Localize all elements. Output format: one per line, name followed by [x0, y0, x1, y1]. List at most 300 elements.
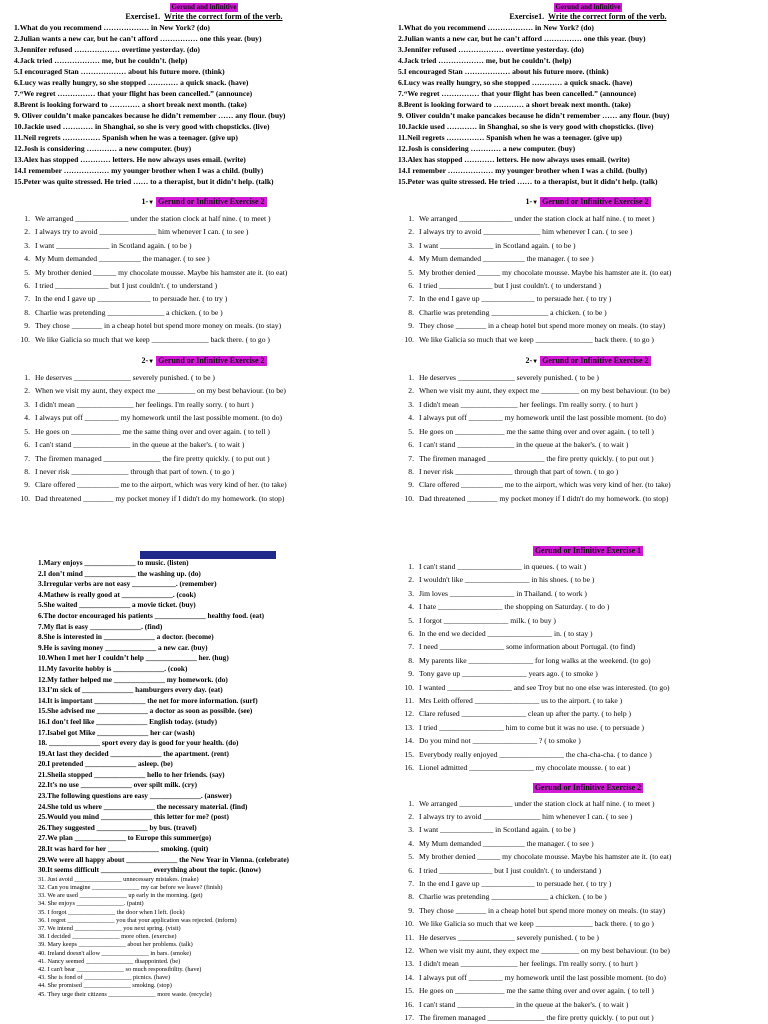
exercise-item — [398, 797, 768, 810]
item-number: 7. — [408, 294, 414, 304]
exercise-item — [398, 438, 768, 451]
item-text: I tried _________________ him to come but it was no use. ( to persuade ) — [419, 722, 645, 732]
exercise-item — [398, 823, 768, 836]
item-text: My brother denied ______ my chocolate mousse. Maybe his hamster ate it. (to eat) — [35, 267, 288, 277]
exercise-item — [398, 384, 768, 397]
exercise-item: 34. She enjoys _______________. (paint) — [38, 900, 144, 908]
exercise-item — [14, 225, 394, 238]
exercise-item — [398, 478, 768, 491]
exercise-item: 26.They suggested ______________ by bus. (travel) — [38, 822, 197, 832]
item-text: I never risk _______________ through that part of town. ( to go ) — [419, 466, 619, 476]
item-text: He deserves _______________ severely punished. ( to be ) — [419, 373, 599, 383]
exercise-3-list — [38, 558, 378, 999]
item-text: I always try to avoid _______________ him whenever I can. ( to see ) — [419, 227, 633, 237]
right-top-column — [398, 3, 768, 505]
item-text: I want ______________ in Scotland again. ( to be ) — [419, 825, 576, 835]
exercise-item: 15.She advised me ______________ a doctor as soon as possible. (see) — [38, 706, 253, 716]
item-number: 10. — [404, 682, 414, 692]
item-text: I didn't mean _______________ her feelings. I'm really sorry. ( to hurt ) — [35, 399, 254, 409]
item-text: I want ______________ in Scotland again. ( to be ) — [35, 240, 192, 250]
item-text: Charlie was pretending _______________ a chicken. ( to be ) — [419, 892, 607, 902]
item-number: 11. — [404, 696, 414, 706]
item-number: 3. — [24, 240, 30, 250]
item-number: 2. — [24, 227, 30, 237]
exercise-2-part-1-list-copy — [398, 212, 768, 346]
left-bottom-column — [38, 546, 378, 999]
item-text: When we visit my aunt, they expect me __________ on my best behaviour. (to be) — [419, 945, 670, 955]
exercise-item: 32. Can you imagine _______________ my car before we leave? (finish) — [38, 884, 223, 892]
exercise-item: 7.My flat is easy ______________. (find) — [38, 621, 163, 631]
item-text: Mrs Leith offered _________________ us to the airport. ( to take ) — [419, 696, 623, 706]
exercise-item — [14, 292, 394, 305]
item-number: 2. — [24, 386, 30, 396]
item-number: 4. — [408, 413, 414, 423]
exercise-item — [398, 398, 768, 411]
exercise-item: 33. We are used _______________ up early in the morning. (get) — [38, 892, 203, 900]
item-number: 10. — [20, 493, 30, 503]
item-text: My Mum demanded ___________ the manager. ( to see ) — [419, 838, 594, 848]
item-text: I didn't mean _______________ her feelings. I'm really sorry. ( to hurt ) — [419, 399, 638, 409]
exercise-item: 27.We plan ______________ to Europe this summer(go) — [38, 833, 212, 843]
exercise-item: 5.I encouraged Stan ……………… about his future more. (think) — [14, 67, 225, 76]
item-text: Charlie was pretending _______________ a chicken. ( to be ) — [419, 307, 607, 317]
item-text: I can't stand _______________ in the queue at the baker's. ( to wait ) — [419, 440, 629, 450]
item-number: 8. — [24, 307, 30, 317]
exercise-item: 37. We intend _______________ you next spring. (visit) — [38, 925, 181, 933]
top-label: Gerund and infinitive — [171, 3, 237, 11]
exercise-item: 13.Alex has stopped ………… letters. He now always uses email. (write) — [14, 155, 246, 164]
item-text: I always try to avoid _______________ him whenever I can. ( to see ) — [419, 811, 633, 821]
item-number: 7. — [408, 642, 414, 652]
item-text: My Mum demanded ___________ the manager. ( to see ) — [419, 254, 594, 264]
item-number: 7. — [24, 294, 30, 304]
exercise-2-heading: 1-▼ Gerund or Infinitive Exercise 2 — [141, 197, 265, 206]
exercise-item: 10.Jackie used ………… in Shanghai, so she is very good with chopsticks. (live) — [14, 122, 270, 131]
exercise-item: 18. ______________ sport every day is good for your health. (do) — [38, 738, 239, 748]
item-number: 13. — [404, 722, 414, 732]
item-number: 2. — [408, 811, 414, 821]
exercise-item: 29.We were all happy about ______________ the New Year in Vienna. (celebrate) — [38, 854, 289, 864]
exercise-item — [14, 398, 394, 411]
item-number: 9. — [408, 480, 414, 490]
exercise-item — [398, 761, 768, 774]
item-number: 5. — [408, 852, 414, 862]
item-text: He goes on _____________ me the same thing over and over again. ( to tell ) — [35, 426, 270, 436]
exercise-item: 13.I’m sick of ______________ hamburgers every day. (eat) — [38, 685, 223, 695]
exercise-1-heading-copy: Exercise1. Write the correct form of the verb. — [509, 12, 667, 21]
exercise-item: 8.Brent is looking forward to ………… a short break next month. (take) — [14, 100, 247, 109]
exercise-item — [14, 478, 394, 491]
exercise-item — [398, 890, 768, 903]
item-number: 9. — [24, 480, 30, 490]
exercise-item — [14, 465, 394, 478]
exercise-item: 36. I regret _______________ you that your application was rejected. (inform) — [38, 916, 237, 924]
item-number: 6. — [24, 440, 30, 450]
item-number: 17. — [404, 1013, 414, 1022]
exercise-item: 12.My father helped me ______________ my homework. (do) — [38, 674, 228, 684]
exercise-item — [398, 877, 768, 890]
exercise-item: 13.Alex has stopped ………… letters. He now always uses email. (write) — [398, 155, 630, 164]
exercise-item — [398, 984, 768, 997]
exercise-item — [14, 384, 394, 397]
item-text: I can't stand _________________ in queues. ( to wait ) — [419, 562, 587, 571]
exercise-item: 12.Josh is considering ………… a new computer. (buy) — [398, 144, 576, 153]
exercise-item — [14, 438, 394, 451]
exercise-item — [398, 266, 768, 279]
exercise-item — [398, 694, 768, 707]
exercise-item — [398, 748, 768, 761]
item-number: 1. — [24, 214, 30, 223]
exercise-item: 1.Mary enjoys ______________ to music. (listen) — [38, 558, 189, 567]
exercise-item — [14, 319, 394, 332]
item-number: 2. — [408, 386, 414, 396]
item-text: I wouldn't like _________________ in his shoes. ( to be ) — [419, 575, 595, 585]
item-number: 1. — [24, 373, 30, 383]
exercise-item: 39. Mary keeps _______________ about her problems. (talk) — [38, 941, 193, 949]
item-text: Dad threatened ________ my pocket money if I didn't do my homework. (to stop) — [35, 493, 285, 503]
exercise-item: 5.I encouraged Stan ……………… about his future more. (think) — [398, 67, 609, 76]
item-text: Everybody really enjoyed _________________ the cha-cha-cha. ( to dance ) — [419, 749, 652, 759]
exercise-item — [14, 452, 394, 465]
item-text: When we visit my aunt, they expect me __________ on my best behaviour. (to be) — [419, 386, 670, 396]
exercise-item — [14, 411, 394, 424]
exercise-item: 44. She promised _______________ smoking. (stop) — [38, 982, 172, 990]
item-text: I wanted _________________ and see Troy but no one else was interested. (to go) — [419, 682, 670, 692]
exercise-1b-list — [398, 560, 768, 775]
item-number: 7. — [408, 878, 414, 888]
exercise-item: 11.My favorite hobby is ______________. (cook) — [38, 663, 188, 673]
item-text: I forgot _________________ milk. ( to buy ) — [419, 615, 556, 625]
exercise-2-part-2-heading: 2-▼ Gerund or Infinitive Exercise 2 — [141, 356, 265, 366]
item-text: My brother denied ______ my chocolate mousse. Maybe his hamster ate it. (to eat) — [419, 852, 672, 862]
item-text: My Mum demanded ___________ the manager. ( to see ) — [35, 254, 210, 264]
item-text: Jim loves _________________ in Thailand. ( to work ) — [419, 588, 587, 598]
exercise-item — [398, 627, 768, 640]
item-text: Do you mind not _________________ ? ( to smoke ) — [419, 736, 581, 746]
item-number: 7. — [408, 453, 414, 463]
exercise-item: 12.Josh is considering ………… a new computer. (buy) — [14, 144, 192, 153]
exercise-item — [14, 371, 394, 384]
exercise-2-heading-copy: 1-▼ Gerund or Infinitive Exercise 2 — [525, 197, 649, 206]
exercise-item — [398, 573, 768, 586]
exercise-item: 9. Oliver couldn’t make pancakes because he didn’t remember …… any flour. (buy) — [398, 111, 670, 120]
exercise-item — [14, 333, 394, 346]
item-number: 4. — [408, 254, 414, 264]
item-text: In the end I gave up ______________ to persuade her. ( to try ) — [419, 294, 612, 304]
item-number: 16. — [404, 763, 414, 773]
exercise-item — [398, 721, 768, 734]
exercise-item — [398, 971, 768, 984]
item-number: 6. — [408, 865, 414, 875]
item-number: 10. — [404, 493, 414, 503]
item-number: 1. — [408, 562, 414, 571]
item-text: I tried ______________ but I just couldn't. ( to understand ) — [419, 865, 602, 875]
item-number: 3. — [408, 399, 414, 409]
exercise-item: 11.Neil regrets …………… Spanish when he was a teenager. (give up) — [398, 133, 622, 142]
item-number: 2. — [408, 575, 414, 585]
item-number: 13. — [404, 959, 414, 969]
item-text: I always try to avoid _______________ him whenever I can. ( to see ) — [35, 227, 249, 237]
item-text: My parents like _________________ for long walks at the weekend. (to go) — [419, 655, 651, 665]
item-number: 5. — [408, 426, 414, 436]
exercise-item: 21.Sheila stopped ______________ hello to her friends. (say) — [38, 769, 225, 779]
exercise-item: 2.I don’t mind ______________ the washing up. (do) — [38, 568, 201, 578]
item-number: 4. — [408, 838, 414, 848]
item-text: In the end we decided _________________ in. ( to stay ) — [419, 629, 593, 639]
exercise-item: 28.It was hard for her ______________ smoking. (quit) — [38, 844, 209, 854]
item-text: I hate _________________ the shopping on Saturday. ( to do ) — [419, 602, 610, 612]
exercise-item: 24.She told us where ______________ the necessary material. (find) — [38, 801, 248, 811]
exercise-item: 30.It seems difficult ______________ everything about the topic. (know) — [38, 865, 261, 875]
item-number: 15. — [404, 749, 414, 759]
exercise-item: 7.“We regret …………… that your flight has been cancelled.” (announce) — [14, 89, 253, 98]
item-number: 8. — [408, 892, 414, 902]
exercise-item: 1.What do you recommend ……………… in New York? (do) — [14, 23, 210, 32]
exercise-item: 7.“We regret …………… that your flight has been cancelled.” (announce) — [398, 89, 637, 98]
exercise-item: 17.Isabel got Mike ______________ her car (wash) — [38, 727, 195, 737]
exercise-item — [398, 734, 768, 747]
item-number: 6. — [24, 281, 30, 291]
exercise-item — [398, 837, 768, 850]
item-number: 10. — [404, 919, 414, 929]
exercise-item — [14, 266, 394, 279]
item-number: 3. — [24, 399, 30, 409]
exercise-item — [398, 864, 768, 877]
exercise-item: 41. Nancy seemed _______________ disappointed. (be) — [38, 957, 181, 965]
exercise-item: 6.Lucy was really hungry, so she stopped ………… a quick snack. (have) — [398, 78, 633, 87]
exercise-1-list — [14, 22, 394, 187]
exercise-item — [398, 333, 768, 346]
exercise-item — [398, 1011, 768, 1024]
exercise-item — [14, 239, 394, 252]
item-number: 1. — [408, 798, 414, 808]
item-number: 12. — [404, 709, 414, 719]
item-text: I can't stand _______________ in the queue at the baker's. ( to wait ) — [35, 440, 245, 450]
exercise-3-heading — [38, 546, 378, 556]
item-text: We arranged ______________ under the station clock at half nine. ( to meet ) — [419, 798, 655, 808]
exercise-item — [398, 917, 768, 930]
exercise-item: 14.I remember ……………… my younger brother when I was a child. (bully) — [14, 166, 264, 175]
exercise-item — [398, 587, 768, 600]
exercise-item — [398, 465, 768, 478]
exercise-item — [398, 212, 768, 225]
exercise-item — [398, 707, 768, 720]
item-number: 5. — [24, 267, 30, 277]
exercise-item: 3.Jennifer refused ……………… overtime yesterday. (do) — [14, 45, 200, 54]
exercise-item — [14, 306, 394, 319]
exercise-item: 10.When I met her I couldn’t help ______________ her. (hug) — [38, 653, 229, 663]
item-number: 10. — [20, 334, 30, 344]
exercise-item — [398, 411, 768, 424]
exercise-item — [398, 452, 768, 465]
item-number: 5. — [408, 615, 414, 625]
item-text: They chose ________ in a cheap hotel but spend more money on meals. (to stay) — [419, 905, 666, 915]
item-number: 11. — [404, 932, 414, 942]
item-number: 9. — [408, 321, 414, 331]
item-text: I tried ______________ but I just couldn't. ( to understand ) — [419, 281, 602, 291]
item-text: In the end I gave up ______________ to persuade her. ( to try ) — [419, 878, 612, 888]
exercise-item: 2.Julian wants a new car, but he can’t afford …………… one this year. (buy) — [398, 34, 646, 43]
item-text: He deserves _______________ severely punished. ( to be ) — [419, 932, 599, 942]
exercise-item: 8.She is interested in ______________ a doctor. (become) — [38, 632, 214, 642]
exercise-item: 6.The doctor encouraged his patients ______________ healthy food. (eat) — [38, 610, 265, 620]
item-number: 4. — [24, 254, 30, 264]
item-number: 5. — [408, 267, 414, 277]
item-number: 8. — [24, 466, 30, 476]
exercise-item — [398, 319, 768, 332]
exercise-item — [398, 371, 768, 384]
item-number: 4. — [408, 602, 414, 612]
item-text: My brother denied ______ my chocolate mousse. Maybe his hamster ate it. (to eat) — [419, 267, 672, 277]
exercise-item — [14, 279, 394, 292]
exercise-item: 4.Mathew is really good at ______________. (cook) — [38, 589, 196, 599]
exercise-2c-list — [398, 797, 768, 1024]
top-label-copy: Gerund and infinitive — [555, 3, 621, 11]
exercise-item — [398, 931, 768, 944]
item-number: 4. — [24, 413, 30, 423]
item-number: 15. — [404, 986, 414, 996]
exercise-item — [398, 225, 768, 238]
exercise-item: 23.The following questions are easy ______________. (answer) — [38, 791, 232, 801]
exercise-item: 4.Jack tried ……………… me, but he couldn’t. (help) — [398, 56, 572, 65]
exercise-2-part-2-heading-copy: 2-▼ Gerund or Infinitive Exercise 2 — [525, 356, 649, 366]
exercise-2-part-2-list-copy — [398, 371, 768, 505]
left-top-column — [14, 3, 394, 505]
exercise-item — [398, 640, 768, 653]
item-text: I always put off _________ my homework until the last possible moment. (to do) — [35, 413, 283, 423]
exercise-item: 11.Neil regrets …………… Spanish when he was a teenager. (give up) — [14, 133, 238, 142]
exercise-item — [398, 957, 768, 970]
item-text: I didn't mean _______________ her feelings. I'm really sorry. ( to hurt ) — [419, 959, 638, 969]
exercise-2c-heading: Gerund or Infinitive Exercise 2 — [534, 782, 642, 792]
item-number: 6. — [408, 629, 414, 639]
exercise-item: 2.Julian wants a new car, but he can’t afford …………… one this year. (buy) — [14, 34, 262, 43]
exercise-item — [398, 239, 768, 252]
exercise-item: 22.It’s no use ______________ over spilt milk. (cry) — [38, 780, 198, 790]
exercise-item — [398, 600, 768, 613]
exercise-item — [398, 850, 768, 863]
exercise-item: 15.Peter was quite stressed. He tried …… to a therapist, but it didn’t help. (talk) — [398, 177, 658, 186]
item-number: 1. — [408, 373, 414, 383]
exercise-item — [398, 425, 768, 438]
item-number: 3. — [408, 825, 414, 835]
exercise-item: 40. Ireland doesn't allow _______________ in bars. (smoke) — [38, 949, 192, 957]
item-text: We like Galicia so much that we keep _______________ back there. ( to go ) — [419, 334, 654, 344]
item-number: 2. — [408, 227, 414, 237]
item-text: Clare offered ___________ me to the airport, which was very kind of her. (to take) — [419, 480, 671, 490]
item-text: When we visit my aunt, they expect me __________ on my best behaviour. (to be) — [35, 386, 286, 396]
exercise-item: 20.I pretended ______________ asleep. (be) — [38, 759, 173, 769]
exercise-item: 3.Jennifer refused ……………… overtime yesterday. (do) — [398, 45, 584, 54]
exercise-2-part-2-list — [14, 371, 394, 505]
item-number: 9. — [408, 669, 414, 679]
item-text: I tried ______________ but I just couldn't. ( to understand ) — [35, 281, 218, 291]
item-number: 3. — [408, 588, 414, 598]
item-number: 16. — [404, 999, 414, 1009]
item-number: 9. — [408, 905, 414, 915]
exercise-item — [398, 292, 768, 305]
exercise-item — [398, 998, 768, 1011]
exercise-1b-heading: Gerund or Infinitive Exercise 1 — [534, 546, 642, 555]
exercise-item — [398, 306, 768, 319]
exercise-item: 19.At last they decided ______________ the apartment. (rent) — [38, 748, 229, 758]
exercise-item — [14, 212, 394, 225]
item-text: In the end I gave up ______________ to persuade her. ( to try ) — [35, 294, 228, 304]
item-text: Clare refused _________________ clean up after the party. ( to help ) — [419, 709, 632, 719]
exercise-item: 45. They urge their citizens _______________ more waste. (recycle) — [38, 990, 212, 998]
exercise-item: 8.Brent is looking forward to ………… a short break next month. (take) — [398, 100, 631, 109]
item-number: 14. — [404, 736, 414, 746]
item-number: 6. — [408, 440, 414, 450]
exercise-item: 6.Lucy was really hungry, so she stopped ………… a quick snack. (have) — [14, 78, 249, 87]
exercise-item: 42. I can't bear _______________ so much responsibility. (have) — [38, 966, 202, 974]
item-text: He goes on _____________ me the same thing over and over again. ( to tell ) — [419, 986, 654, 996]
item-text: I never risk _______________ through that part of town. ( to go ) — [35, 466, 235, 476]
exercise-item — [398, 654, 768, 667]
item-text: Clare offered ___________ me to the airport, which was very kind of her. (to take) — [35, 480, 287, 490]
item-number: 8. — [408, 655, 414, 665]
exercise-item: 35. I forgot _______________ the door when I left. (lock) — [38, 908, 185, 916]
item-text: I want ______________ in Scotland again. ( to be ) — [419, 240, 576, 250]
item-text: The firemen managed _______________ the fire pretty quickly. ( to put out ) — [35, 453, 270, 463]
exercise-item: 9. Oliver couldn’t make pancakes because he didn’t remember …… any flour. (buy) — [14, 111, 286, 120]
exercise-item: 4.Jack tried ……………… me, but he couldn’t. (help) — [14, 56, 188, 65]
exercise-item: 1.What do you recommend ……………… in New York? (do) — [398, 23, 594, 32]
exercise-item — [398, 667, 768, 680]
exercise-item: 5.She waited ______________ a movie ticket. (buy) — [38, 600, 196, 610]
exercise-item: 3.Irregular verbs are not easy ____________. (remember) — [38, 579, 217, 589]
item-text: We like Galicia so much that we keep _______________ back there. ( to go ) — [419, 919, 654, 929]
item-text: The firemen managed _______________ the fire pretty quickly. ( to put out ) — [419, 1013, 654, 1022]
item-text: Dad threatened ________ my pocket money if I didn't do my homework. (to stop) — [419, 493, 669, 503]
exercise-item — [398, 279, 768, 292]
exercise-item — [398, 681, 768, 694]
item-number: 1. — [408, 214, 414, 223]
exercise-item: 10.Jackie used ………… in Shanghai, so she is very good with chopsticks. (live) — [398, 122, 654, 131]
item-number: 5. — [24, 426, 30, 436]
exercise-item: 38. I decided _______________ more often. (exercise) — [38, 933, 177, 941]
item-number: 10. — [404, 334, 414, 344]
exercise-item — [398, 904, 768, 917]
exercise-item — [14, 492, 394, 505]
item-text: I always put off _________ my homework until the last possible moment. (to do) — [419, 972, 667, 982]
item-number: 7. — [24, 453, 30, 463]
item-text: I need _________________ some information about Portugal. (to find) — [419, 642, 636, 652]
exercise-item — [14, 252, 394, 265]
item-text: Tony gave up _________________ years ago. ( to smoke ) — [419, 669, 598, 679]
exercise-item: 9.He is saving money ______________ a new car. (buy) — [38, 642, 208, 652]
exercise-item — [398, 944, 768, 957]
exercise-item: 15.Peter was quite stressed. He tried …… to a therapist, but it didn’t help. (talk) — [14, 177, 274, 186]
item-number: 12. — [404, 945, 414, 955]
item-text: He deserves _______________ severely punished. ( to be ) — [35, 373, 215, 383]
item-text: Charlie was pretending _______________ a chicken. ( to be ) — [35, 307, 223, 317]
exercise-item — [14, 425, 394, 438]
item-text: We arranged ______________ under the station clock at half nine. ( to meet ) — [35, 214, 271, 223]
item-number: 9. — [24, 321, 30, 331]
item-text: They chose ________ in a cheap hotel but spend more money on meals. (to stay) — [35, 321, 282, 331]
exercise-item: 25.Would you mind ______________ this letter for me? (post) — [38, 812, 229, 822]
exercise-item — [398, 810, 768, 823]
exercise-item: 43. She is fond of _______________ picnics. (have) — [38, 974, 171, 982]
exercise-item — [398, 252, 768, 265]
item-number: 6. — [408, 281, 414, 291]
item-number: 8. — [408, 466, 414, 476]
exercise-item — [398, 560, 768, 573]
exercise-item: 14.It is important ______________ the net for more information. (surf) — [38, 695, 258, 705]
exercise-item: 31. Just avoid _______________ unnecessary mistakes. (make) — [38, 875, 199, 883]
item-number: 14. — [404, 972, 414, 982]
